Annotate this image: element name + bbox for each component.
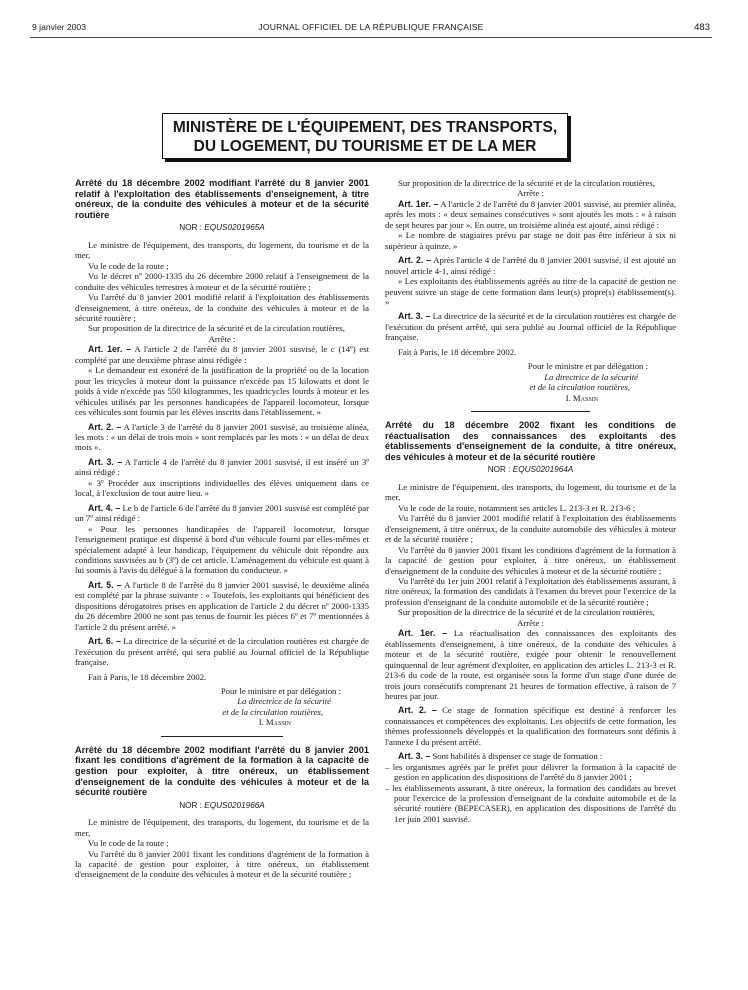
decree-3-para: Vu l'arrêté du 8 janvier 2001 modifié relatif à l'exploitation des établissements d'enseignement, à titre onéreux, de la conduite automobile des véhicules à moteur et de la sécurité routière ; bbox=[385, 513, 676, 545]
page-number: 483 bbox=[694, 22, 710, 33]
list-item: – les organismes agréés par le préfet pour délivrer la formation à la capacité de gestion en application des dispositions de l'arrêté du 8 janvier 2001 ; bbox=[385, 761, 676, 783]
article: Art. 3. – La directrice de la sécurité et de la circulation routières est chargée de l'exécution du présent arrêté, qui sera publié au Journal officiel de la République française. bbox=[385, 311, 676, 343]
signatory-name: I. Massin bbox=[565, 392, 598, 403]
right-column bbox=[385, 178, 676, 824]
arrete-heading: Arrête : bbox=[208, 333, 236, 344]
decree-3-para: Vu le code de la route, notamment ses articles L. 213-3 et R. 213-6 ; bbox=[398, 502, 636, 513]
article: Art. 3. – Sont habilités à dispenser ce stage de formation : bbox=[398, 751, 603, 762]
list-item: – les établissements assurant, à titre onéreux, la formation des candidats au brevet pour l'exercice de la profession d'enseignant de la conduite automobile et de la sécurité routière (BEPECASER), en application des dispositions de l'arrêté du 1er juin 2001 susvisé. bbox=[385, 782, 676, 824]
decree-3-para: Vu l'arrêté du 1er juin 2001 relatif à l'exploitation des établissements assurant, à titre onéreux, la formation des candidats à l'examen du brevet pour l'exercice de la profession d'enseignant de la conduite automobile et de la sécurité routière ; bbox=[385, 575, 676, 607]
signature-line: et de la circulation routières, bbox=[222, 706, 323, 717]
article-quote: « Les exploitants des établissements agréés au titre de la capacité de gestion ne peuvent suivre un stage de cette formation dans leur(s) propre(s) établissement(s). » bbox=[385, 276, 676, 307]
issue-date: 9 janvier 2003 bbox=[32, 22, 86, 32]
article: Art. 3. – A l'article 4 de l'arrêté du 8 janvier 2001 susvisé, il est inséré un 3º ainsi rédigé : bbox=[75, 456, 369, 478]
done-at: Fait à Paris, le 18 décembre 2002. bbox=[88, 671, 207, 682]
article: Art. 4. – Le b de l'article 6 de l'arrêté du 8 janvier 2001 susvisé est complété par un 7º ainsi rédigé : bbox=[75, 502, 369, 524]
decree-3-title: Arrêté du 18 décembre 2002 fixant les conditions de réactualisation des connaissances des exploitants des établissements d'enseignement de la conduite, à titre onéreux, des véhicules à moteur et de la sécurité routière bbox=[385, 420, 676, 462]
decree-2-para: Le ministre de l'équipement, des transports, du logement, du tourisme et de la mer, bbox=[75, 817, 369, 838]
decree-1-para: Vu le code de la route ; bbox=[88, 260, 169, 271]
decree-1-para: Vu l'arrêté du 8 janvier 2001 modifié relatif à l'exploitation des établissements d'enseignement, à titre onéreux, de la conduite des véhicules à moteur et de la sécurité routière ; bbox=[75, 292, 369, 323]
decree-2-para: Sur proposition de la directrice de la sécurité et de la circulation routières, bbox=[398, 178, 655, 188]
article: Art. 1er. – La réactualisation des connaissances des exploitants des établissements d'enseignement, à titre onéreux, de la conduite des véhicules à moteur et de la sécurité routière, exigée pour obtenir le renouvellement quinquennal de leur agrément d'exploiter, en application des articles L. 213-3 et R. 213-6 du code de la route, est organisée sous la forme d'un stage d'une durée de trois jours consécutifs comprenant 21 heures de formation effective, à raison de 7 heures par jour. bbox=[385, 628, 676, 701]
article: Art. 1er. – A l'article 2 de l'arrêté du 8 janvier 2001 susvisé, au premier alinéa, après les mots : « deux semaines consécutives » sont ajoutés les mots : « à raison de sept heures par jour ». En outre, un troisième alinéa est ajouté, ainsi rédigé : bbox=[385, 198, 676, 230]
decree-1-para: Sur proposition de la directrice de la sécurité et de la circulation routières, bbox=[88, 323, 345, 334]
decree-2-nor: NOR : EQUS0201966A bbox=[179, 800, 265, 810]
decree-3-nor: NOR : EQUS0201964A bbox=[487, 465, 574, 475]
article-quote: « Le nombre de stagiaires prévu par stage ne doit pas être inférieur à six ni supérieur à quinze. » bbox=[385, 230, 676, 251]
journal-title: JOURNAL OFFICIEL DE LA RÉPUBLIQUE FRANÇAISE bbox=[258, 22, 484, 32]
article-quote: « Le demandeur est exonéré de la justification de la propriété ou de la location pour les tricycles à moteur dont la puissance n'excède pas 15 kilowatts et dont le poids à vide n'excède pas 550 kilogrammes, les quadricycles lourds à moteur et les véhicules utilisés par les personnes handicapées de l'appareil locomoteur, lorsque ces véhicules sont fournis par les élèves inscrits dans l'établissement. » bbox=[75, 365, 369, 418]
signature-line: La directrice de la sécurité bbox=[544, 371, 638, 382]
decree-1-title: Arrêté du 18 décembre 2002 modifiant l'arrêté du 8 janvier 2001 relatif à l'exploitation des établissements d'enseignement, à titre onéreux, de la conduite des véhicules à moteur et de la sécurité routière bbox=[75, 178, 369, 220]
arrete-heading: Arrête : bbox=[517, 188, 544, 199]
running-header bbox=[32, 22, 710, 36]
arrete-heading: Arrête : bbox=[517, 617, 544, 628]
article: Art. 5. – A l'article 8 de l'arrêté du 8 janvier 2001 susvisé, le deuxième alinéa est complété par la phrase suivante : « Toutefois, les exploitants qui bénéficient des dispositions dérogatoires prises en application de l'article 2 du décret nº 2000-1335 du 26 décembre 2000 ne sont pas tenus de fournir les pièces 6º et 7º mentionnées à l'article 2 du présent arrêté. » bbox=[75, 579, 369, 632]
signature-line: et de la circulation routières, bbox=[529, 382, 630, 393]
decree-1-para: Vu le décret nº 2000-1335 du 26 décembre 2000 relatif à l'enseignement de la conduite des véhicules terrestres à moteur et de la sécurité routière ; bbox=[75, 271, 369, 292]
decree-2-para: Vu l'arrêté du 8 janvier 2001 fixant les conditions d'agrément de la formation à la capacité de gestion pour exploiter, à titre onéreux, un établissement d'enseignement de la conduite des véhicules à moteur et de la sécurité routière ; bbox=[75, 848, 369, 880]
done-at: Fait à Paris, le 18 décembre 2002. bbox=[398, 346, 517, 357]
article: Art. 2. – Après l'article 4 de l'arrêté du 8 janvier 2001 susvisé, il est ajouté un nouvel article 4-1, ainsi rédigé : bbox=[385, 255, 676, 276]
header-rule bbox=[30, 37, 712, 38]
decree-1-para: Le ministre de l'équipement, des transports, du logement, du tourisme et de la mer, bbox=[75, 239, 369, 261]
section-divider bbox=[161, 736, 283, 737]
signature-line: La directrice de la sécurité bbox=[237, 696, 331, 707]
article-quote: « 3º Procéder aux inscriptions individuelles des élèves uniquement dans ce local, à l'exclusion de tout autre lieu. » bbox=[75, 477, 369, 499]
signature-line: Pour le ministre et par délégation : bbox=[527, 361, 648, 372]
signatory-name: I. Massin bbox=[258, 717, 291, 728]
article: Art. 1er. – A l'article 2 de l'arrêté du 8 janvier 2001 susvisé, le c (14º) est complété par une deuxième phrase ainsi rédigée : bbox=[75, 344, 369, 365]
ministry-line-2: DU LOGEMENT, DU TOURISME ET DE LA MER bbox=[193, 138, 537, 155]
decree-3-para: Le ministre de l'équipement, des transports, du logement, du tourisme et de la mer, bbox=[385, 481, 676, 503]
article-quote: « Pour les personnes handicapées de l'appareil locomoteur, lorsque l'enseignement pratique est dispensé à bord d'un véhicule fourni par elles-mêmes et spécialement adapté à leur handicap, l'équipement du véhicule doit répondre aux conditions susvisées au b (3º) de cet article. L'aménagement du véhicule est quant à lui soumis à l'avis du délégué à la formation du conducteur. » bbox=[75, 523, 369, 576]
decree-3-para: Vu l'arrêté du 8 janvier 2001 fixant les conditions d'agrément de la formation à la capacité de gestion pour exploiter, à titre onéreux, un établissement d'enseignement de la conduite des véhicules à moteur et de la sécurité routière ; bbox=[385, 544, 676, 576]
decree-2-title: Arrêté du 18 décembre 2002 modifiant l'arrêté du 8 janvier 2001 fixant les conditions d'agrément de la formation à la capacité de gestion pour exploiter, à titre onéreux, un établissement d'enseignement de la conduite des véhicules à moteur et de la sécurité routière bbox=[75, 744, 369, 798]
decree-2-para: Vu le code de la route ; bbox=[88, 838, 169, 849]
left-column bbox=[75, 178, 369, 880]
section-divider bbox=[471, 411, 590, 412]
ministry-box bbox=[162, 113, 568, 159]
article: Art. 2. – A l'article 3 de l'arrêté du 8 janvier 2001 susvisé, au troisième alinéa, les mots : « un délai de trois mois » sont remplacés par les mots : « un délai de deux mois ». bbox=[75, 421, 369, 453]
article: Art. 2. – Ce stage de formation spécifique est destiné à renforcer les connaissances et compétences des exploitants. Les objectifs de cette formation, les thèmes professionnels développés et la qualification des formateurs sont définis à l'annexe I du présent arrêté. bbox=[385, 705, 676, 747]
article: Art. 6. – La directrice de la sécurité et de la circulation routières est chargée de l'exécution du présent arrêté, qui sera publié au Journal officiel de la République française. bbox=[75, 636, 369, 668]
ministry-line-1: MINISTÈRE DE L'ÉQUIPEMENT, DES TRANSPORTS, bbox=[172, 119, 558, 136]
decree-1-nor: NOR : EQUS0201965A bbox=[179, 223, 265, 233]
signature-line: Pour le ministre et par délégation : bbox=[220, 685, 341, 696]
decree-3-para: Sur proposition de la directrice de la sécurité et de la circulation routières, bbox=[398, 607, 655, 618]
